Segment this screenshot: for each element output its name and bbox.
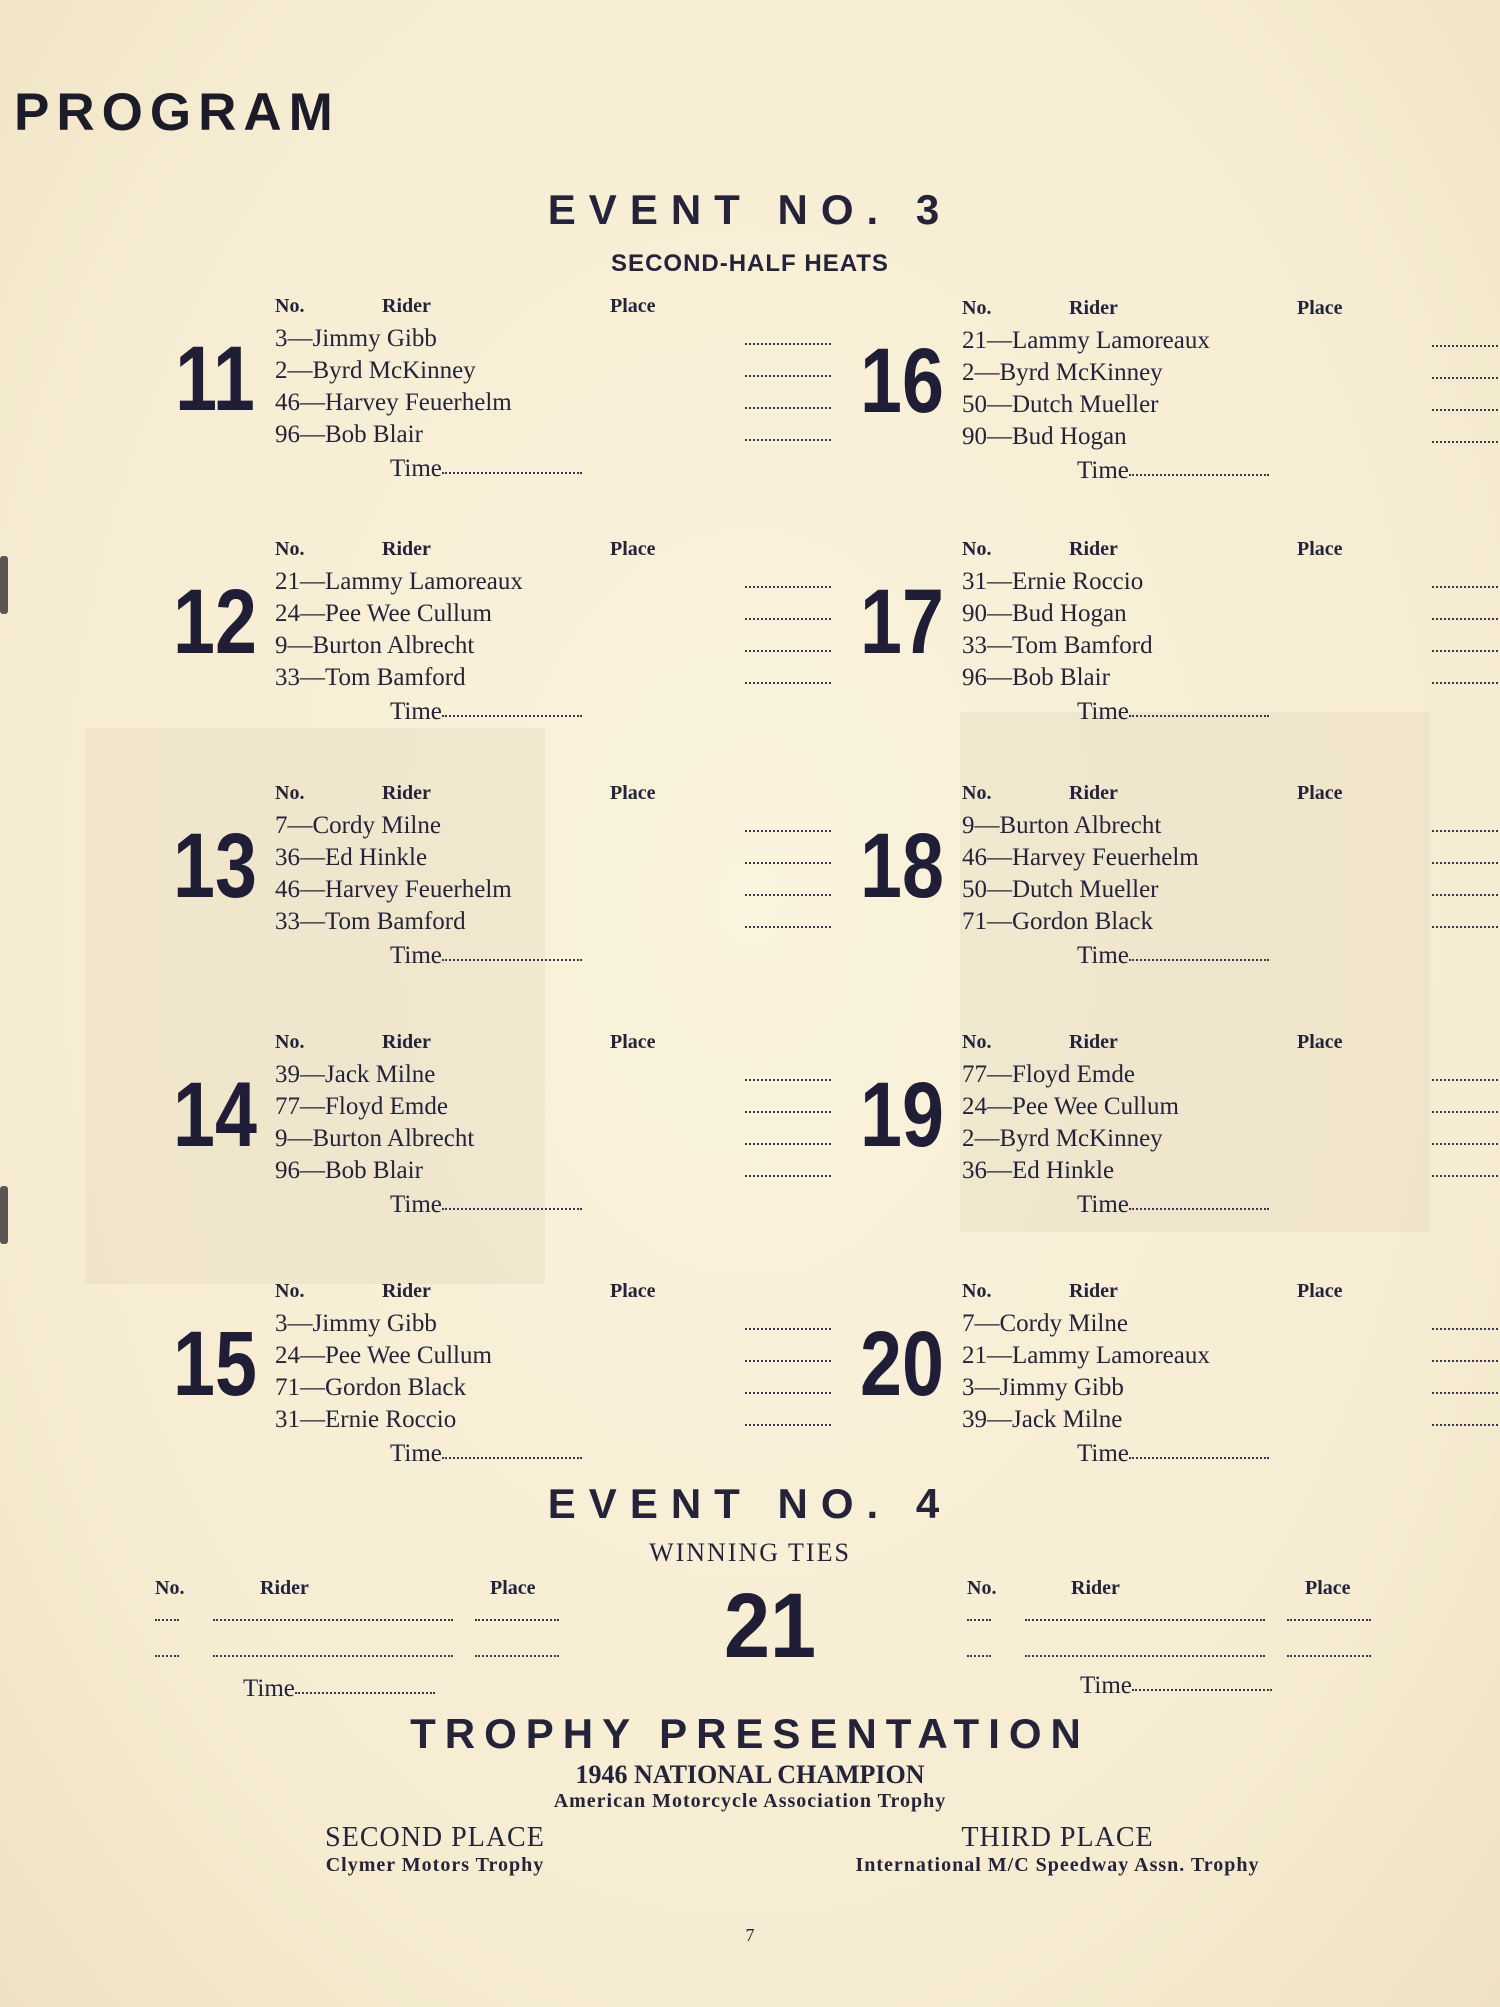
rider-entry: 46—Harvey Feuerhelm: [962, 842, 1500, 874]
column-header-rider: Rider: [382, 1280, 431, 1302]
third-place-trophy: International M/C Speedway Assn. Trophy: [855, 1854, 1260, 1876]
rider-entry: 21—Lammy Lamoreaux: [962, 325, 1500, 357]
rider-entry: 9—Burton Albrecht: [275, 630, 835, 662]
rider-entry: 71—Gordon Black: [962, 906, 1500, 938]
column-header-place: Place: [1297, 1031, 1343, 1053]
binding-staple-top: [0, 556, 8, 614]
column-header-rider: Rider: [382, 782, 431, 804]
column-header-no: No.: [275, 782, 305, 804]
column-header-no: No.: [155, 1577, 185, 1599]
rider-entry: 21—Lammy Lamoreaux: [275, 566, 835, 598]
place-blank[interactable]: [745, 1143, 831, 1145]
rider-entry: 33—Tom Bamford: [275, 906, 835, 938]
rider-entry: 77—Floyd Emde: [962, 1059, 1500, 1091]
third-place-block: [800, 1822, 1315, 1877]
rider-entry: 7—Cordy Milne: [275, 810, 835, 842]
place-blank[interactable]: [745, 586, 831, 588]
trophy-presentation-title: TROPHY PRESENTATION: [410, 1710, 1090, 1757]
tie-entry-blank[interactable]: [967, 1607, 1417, 1627]
heat-11: [150, 295, 830, 495]
rider-entry: 24—Pee Wee Cullum: [275, 598, 835, 630]
column-header-rider: Rider: [1069, 1031, 1118, 1053]
heat-13: [150, 782, 830, 982]
column-header-rider: Rider: [382, 538, 431, 560]
rider-entry: 46—Harvey Feuerhelm: [275, 874, 835, 906]
column-header-rider: Rider: [1069, 1280, 1118, 1302]
time-field[interactable]: Time: [1080, 1672, 1272, 1700]
place-blank[interactable]: [745, 1392, 831, 1394]
column-header-rider: Rider: [1069, 782, 1118, 804]
column-header-no: No.: [962, 782, 992, 804]
place-blank[interactable]: [1432, 926, 1500, 928]
heat-number: 14: [173, 1064, 257, 1166]
event-4-subtitle: WINNING TIES: [649, 1538, 851, 1567]
rider-entry: 24—Pee Wee Cullum: [275, 1340, 835, 1372]
heat-number: 11: [175, 328, 255, 430]
column-header-place: Place: [490, 1577, 536, 1599]
page-title: PROGRAM: [14, 83, 340, 142]
column-header-no: No.: [275, 1280, 305, 1302]
rider-entry: 46—Harvey Feuerhelm: [275, 387, 835, 419]
champion-trophy: American Motorcycle Association Trophy: [553, 1790, 947, 1812]
place-blank[interactable]: [745, 650, 831, 652]
column-header-rider: Rider: [260, 1577, 309, 1599]
column-header-place: Place: [1297, 1280, 1343, 1302]
time-field[interactable]: Time: [1077, 1438, 1269, 1470]
heat-number: 18: [860, 815, 944, 917]
place-blank[interactable]: [745, 1111, 831, 1113]
place-blank[interactable]: [1432, 1079, 1500, 1081]
event-3-title: EVENT NO. 3: [547, 186, 953, 233]
time-field[interactable]: Time: [243, 1675, 435, 1703]
rider-entry: 77—Floyd Emde: [275, 1091, 835, 1123]
column-header-place: Place: [1305, 1577, 1351, 1599]
column-header-no: No.: [967, 1577, 997, 1599]
rider-entry: 9—Burton Albrecht: [275, 1123, 835, 1155]
place-blank[interactable]: [745, 375, 831, 377]
place-blank[interactable]: [1432, 1392, 1500, 1394]
rider-entry: 33—Tom Bamford: [962, 630, 1500, 662]
column-header-place: Place: [1297, 297, 1343, 319]
rider-entry: 50—Dutch Mueller: [962, 389, 1500, 421]
rider-entry: 90—Bud Hogan: [962, 421, 1500, 453]
event-4-title: EVENT NO. 4: [547, 1480, 953, 1527]
heat-number: 19: [860, 1064, 944, 1166]
column-header-place: Place: [610, 1280, 656, 1302]
place-blank[interactable]: [745, 618, 831, 620]
rider-entry: 7—Cordy Milne: [962, 1308, 1500, 1340]
heat-number: 12: [173, 571, 257, 673]
event-3-subtitle: SECOND-HALF HEATS: [611, 250, 889, 277]
place-blank[interactable]: [1432, 586, 1500, 588]
column-header-rider: Rider: [1071, 1577, 1120, 1599]
place-blank[interactable]: [745, 1328, 831, 1330]
place-blank[interactable]: [1432, 1175, 1500, 1177]
place-blank[interactable]: [1432, 830, 1500, 832]
column-header-no: No.: [962, 1280, 992, 1302]
place-blank[interactable]: [745, 1079, 831, 1081]
time-field[interactable]: Time: [1077, 1189, 1269, 1221]
second-place-title: SECOND PLACE: [325, 1822, 545, 1853]
rider-entry: 71—Gordon Black: [275, 1372, 835, 1404]
rider-entry: 96—Bob Blair: [962, 662, 1500, 694]
heat-number-21: 21: [723, 1575, 817, 1677]
place-blank[interactable]: [745, 343, 831, 345]
place-blank[interactable]: [1432, 894, 1500, 896]
heat-14: [150, 1031, 830, 1231]
time-field[interactable]: Time: [1077, 696, 1269, 728]
column-header-rider: Rider: [1069, 538, 1118, 560]
column-header-no: No.: [275, 295, 305, 317]
rider-entry: 39—Jack Milne: [962, 1404, 1500, 1436]
rider-entry: 36—Ed Hinkle: [962, 1155, 1500, 1187]
rider-entry: 96—Bob Blair: [275, 1155, 835, 1187]
heat-18: [837, 782, 1500, 982]
column-header-no: No.: [962, 297, 992, 319]
third-place-title: THIRD PLACE: [961, 1822, 1154, 1853]
tie-entry-blank[interactable]: [155, 1643, 605, 1663]
binding-staple-bottom: [0, 1186, 8, 1244]
place-blank[interactable]: [1432, 345, 1500, 347]
heat-number: 16: [860, 330, 944, 432]
column-header-no: No.: [962, 538, 992, 560]
heat-17: [837, 538, 1500, 738]
rider-entry: 2—Byrd McKinney: [275, 355, 835, 387]
place-blank[interactable]: [1432, 1328, 1500, 1330]
time-field[interactable]: Time: [390, 453, 582, 485]
time-field[interactable]: Time: [390, 940, 582, 972]
column-header-rider: Rider: [1069, 297, 1118, 319]
place-blank[interactable]: [745, 830, 831, 832]
place-blank[interactable]: [745, 407, 831, 409]
column-header-rider: Rider: [382, 295, 431, 317]
rider-entry: 2—Byrd McKinney: [962, 1123, 1500, 1155]
column-header-place: Place: [610, 538, 656, 560]
rider-entry: 3—Jimmy Gibb: [275, 323, 835, 355]
rider-entry: 96—Bob Blair: [275, 419, 835, 451]
rider-entry: 31—Ernie Roccio: [962, 566, 1500, 598]
heat-12: [150, 538, 830, 738]
column-header-place: Place: [1297, 782, 1343, 804]
second-place-trophy: Clymer Motors Trophy: [325, 1854, 545, 1876]
rider-entry: 3—Jimmy Gibb: [962, 1372, 1500, 1404]
rider-entry: 21—Lammy Lamoreaux: [962, 1340, 1500, 1372]
rider-entry: 31—Ernie Roccio: [275, 1404, 835, 1436]
place-blank[interactable]: [745, 1360, 831, 1362]
place-blank[interactable]: [745, 1424, 831, 1426]
column-header-no: No.: [275, 538, 305, 560]
page-number: 7: [745, 1925, 755, 1945]
time-field[interactable]: Time: [390, 1189, 582, 1221]
heat-20: [837, 1280, 1500, 1480]
column-header-place: Place: [610, 295, 656, 317]
rider-entry: 33—Tom Bamford: [275, 662, 835, 694]
place-blank[interactable]: [1432, 682, 1500, 684]
heat-number: 13: [173, 815, 257, 917]
place-blank[interactable]: [745, 894, 831, 896]
place-blank[interactable]: [745, 682, 831, 684]
place-blank[interactable]: [1432, 650, 1500, 652]
place-blank[interactable]: [1432, 377, 1500, 379]
place-blank[interactable]: [1432, 441, 1500, 443]
rider-entry: 36—Ed Hinkle: [275, 842, 835, 874]
time-field[interactable]: Time: [1077, 455, 1269, 487]
heat-number: 17: [860, 571, 944, 673]
rider-entry: 9—Burton Albrecht: [962, 810, 1500, 842]
heat-19: [837, 1031, 1500, 1231]
place-blank[interactable]: [1432, 1424, 1500, 1426]
rider-entry: 50—Dutch Mueller: [962, 874, 1500, 906]
champion-title: 1946 NATIONAL CHAMPION: [575, 1760, 925, 1789]
column-header-no: No.: [275, 1031, 305, 1053]
place-blank[interactable]: [1432, 1111, 1500, 1113]
heat-number: 15: [173, 1313, 257, 1415]
column-header-rider: Rider: [382, 1031, 431, 1053]
heat-16: [837, 297, 1500, 497]
time-field[interactable]: Time: [390, 696, 582, 728]
rider-entry: 24—Pee Wee Cullum: [962, 1091, 1500, 1123]
column-header-place: Place: [610, 1031, 656, 1053]
place-blank[interactable]: [1432, 862, 1500, 864]
place-blank[interactable]: [1432, 618, 1500, 620]
column-header-place: Place: [1297, 538, 1343, 560]
place-blank[interactable]: [1432, 1143, 1500, 1145]
column-header-no: No.: [962, 1031, 992, 1053]
tie-entry-blank[interactable]: [155, 1607, 605, 1627]
place-blank[interactable]: [745, 926, 831, 928]
rider-entry: 39—Jack Milne: [275, 1059, 835, 1091]
winning-ties-left: [155, 1577, 605, 1717]
place-blank[interactable]: [745, 862, 831, 864]
column-header-place: Place: [610, 782, 656, 804]
rider-entry: 3—Jimmy Gibb: [275, 1308, 835, 1340]
rider-entry: 90—Bud Hogan: [962, 598, 1500, 630]
place-blank[interactable]: [1432, 409, 1500, 411]
time-field[interactable]: Time: [1077, 940, 1269, 972]
heat-number: 20: [860, 1313, 944, 1415]
place-blank[interactable]: [1432, 1360, 1500, 1362]
rider-entry: 2—Byrd McKinney: [962, 357, 1500, 389]
second-place-block: [285, 1822, 585, 1877]
winning-ties-right: [967, 1577, 1417, 1717]
place-blank[interactable]: [745, 1175, 831, 1177]
tie-entry-blank[interactable]: [967, 1643, 1417, 1663]
time-field[interactable]: Time: [390, 1438, 582, 1470]
place-blank[interactable]: [745, 439, 831, 441]
heat-15: [150, 1280, 830, 1480]
